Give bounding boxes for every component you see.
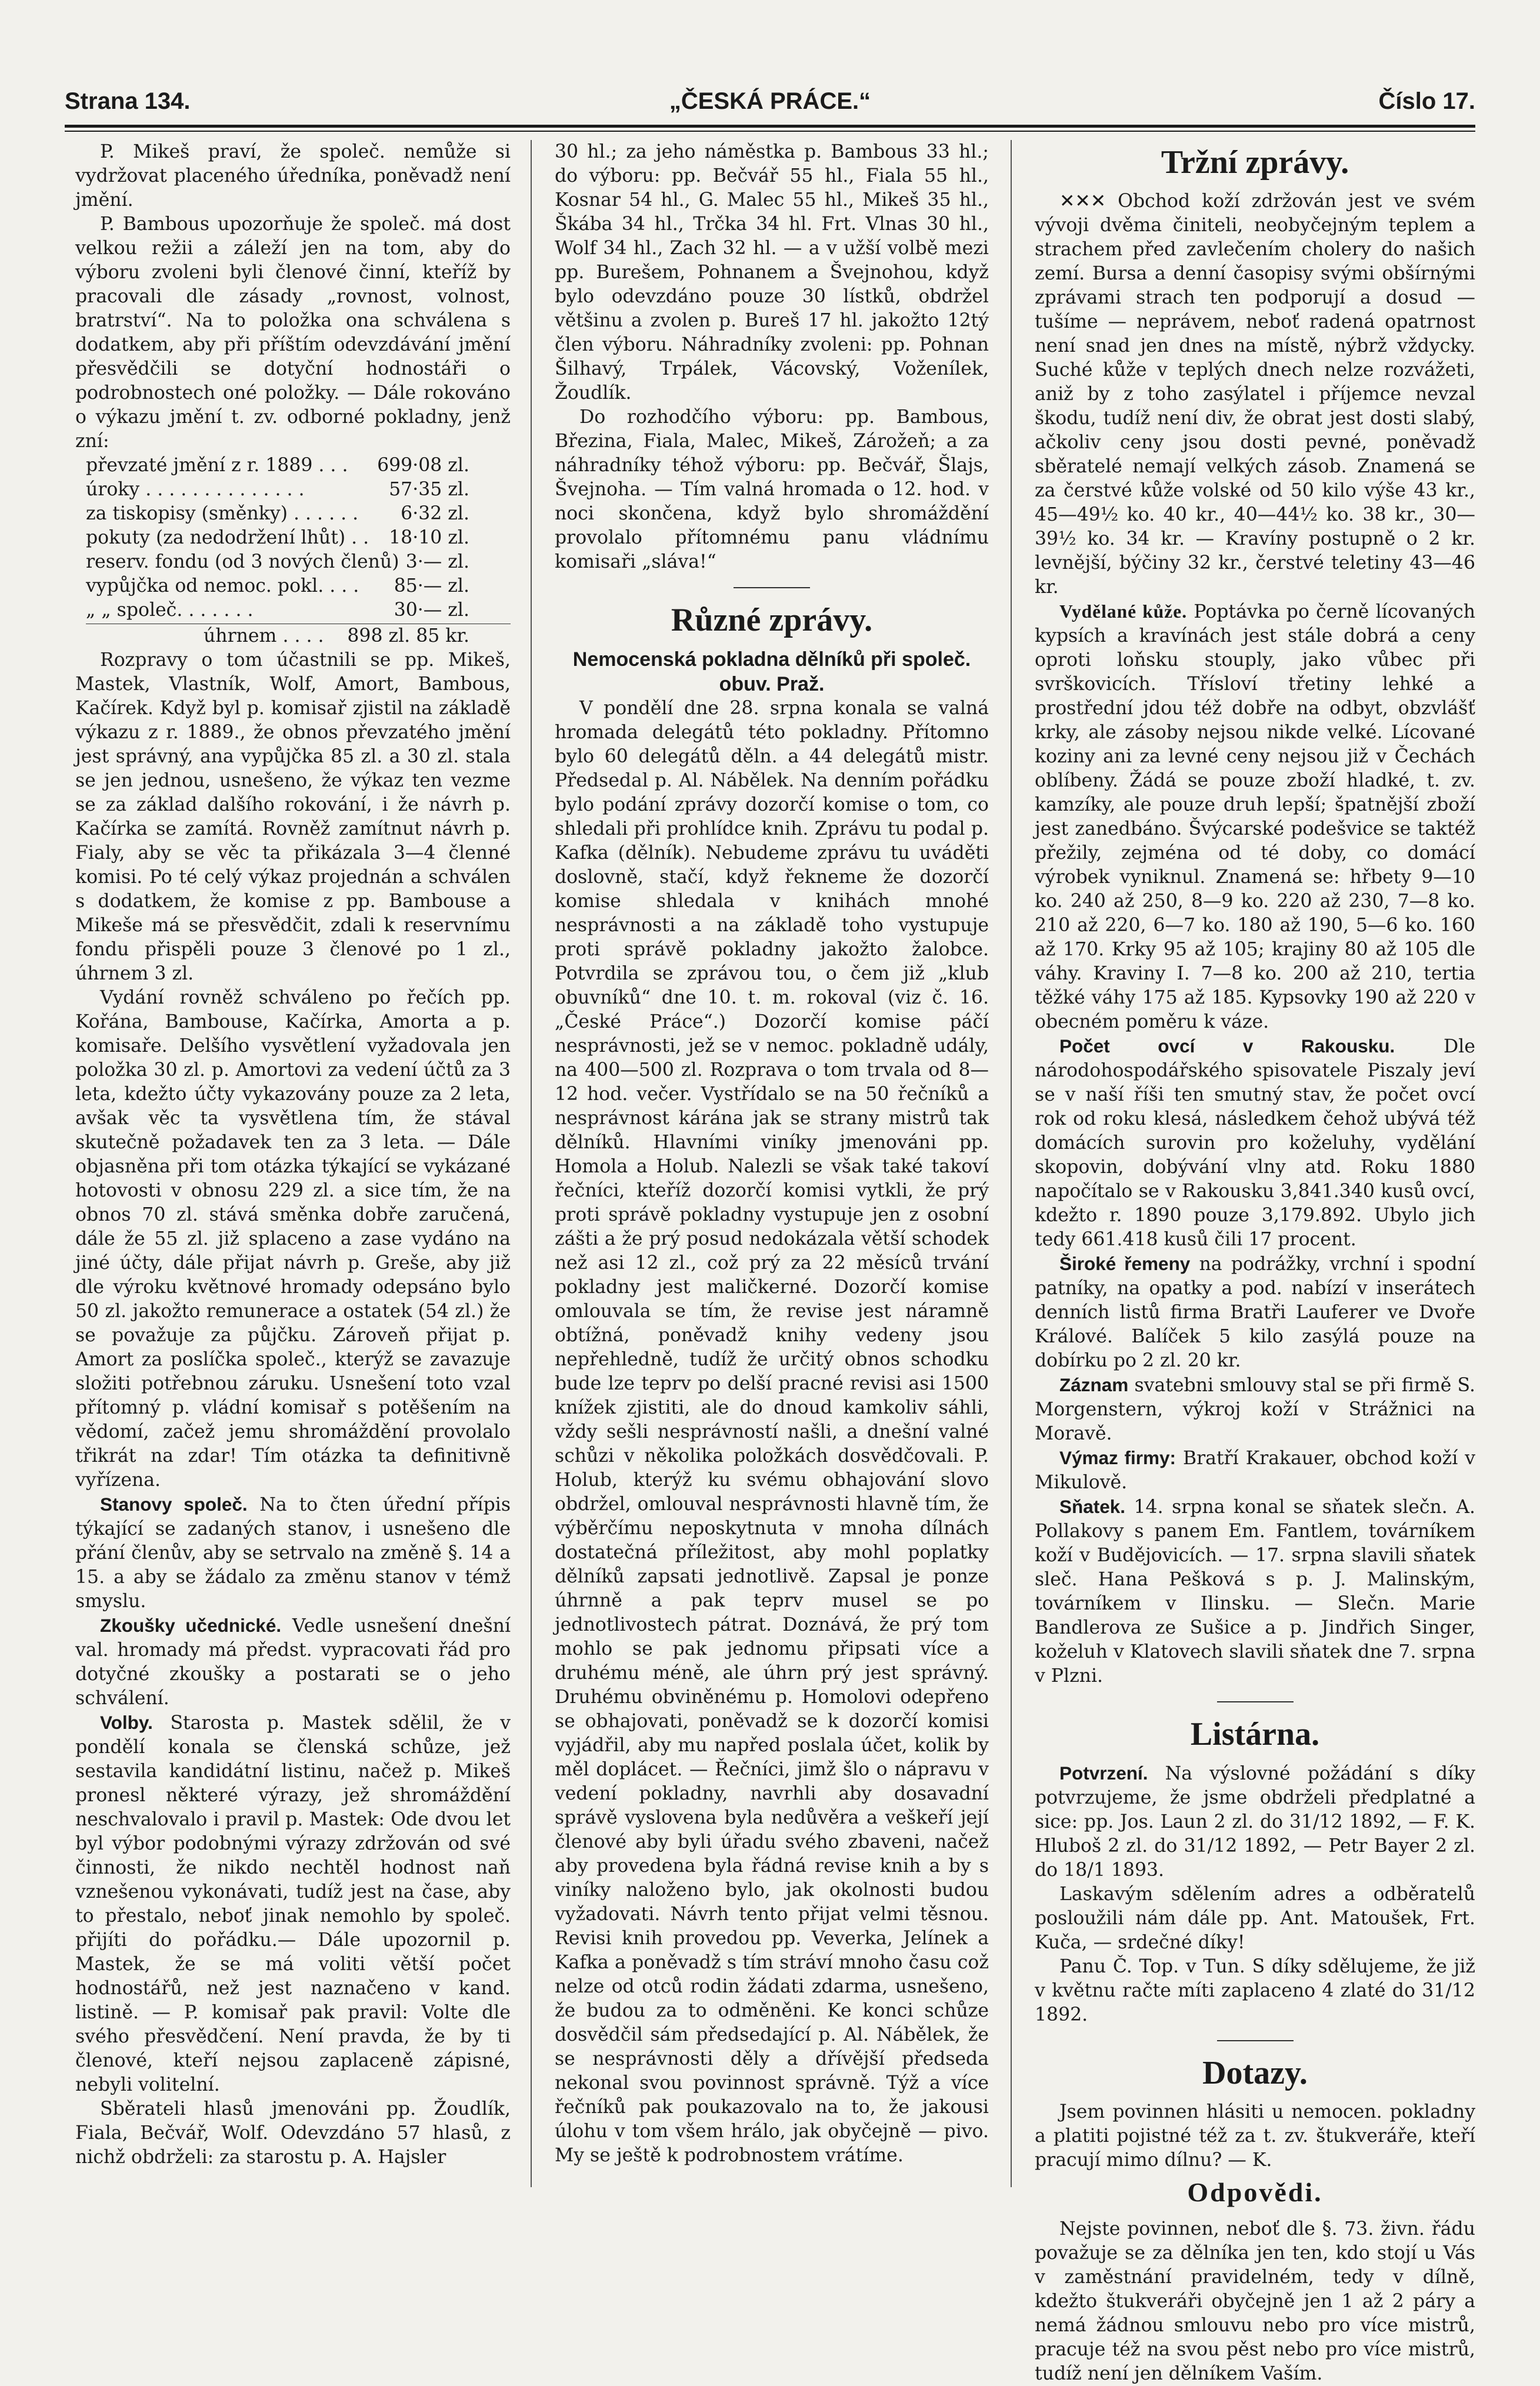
ledger-row — [86, 454, 511, 478]
ledger-total-label: úhrnem . . . . — [204, 625, 324, 647]
page-header — [65, 88, 1475, 124]
ledger-label: reserv. fondu (od 3 nových členů) — [86, 551, 399, 572]
paragraph: Laskavým sdělením adres a odběratelů posloužili nám dále pp. Ant. Matoušek, Frt. Kuča, — srdečné díky! — [1035, 1884, 1475, 1953]
paragraph-text: Vedle usnešení dnešní val. hromady má předst. vypracovati řád pro dotyčné zkoušky a postarati se o jeho schválení. — [75, 1615, 511, 1709]
paragraph-text: Poptávka po černě lícovaných kypsích a kravínách jest stále dobrá a ceny oproti loňsku stouply, jako vůbec při svrškovicích. Třísloví třetiny lehké a prostřední jdou též dobře na odbyt, obzvlášť krky, ale zásoby nejsou nikde velké. Lícované koziny ani za levné ceny nejsou již v Čechách oblíbeny. Žádá se pouze zboží hladké, t. zv. kamzíky, ale pouze druh lepší; špatnější zboží jest zanedbáno. Švýcarské podešvice se taktéž přežily, zejména od té doby, co domácí výrobek vyniknul. Znamená se: hřbety 9—10 ko. 240 až 250, 8—9 ko. 220 až 230, 7—8 ko. 210 až 220, 6—7 ko. 180 až 190, 5—6 ko. 160 až 170. Krky 95 až 105; krajiny 80 až 105 dle váhy. Kraviny I. 7—8 ko. 200 až 210, tertia těžké váhy 175 až 185. Kypsovky 190 až 220 v obecném poměru k váze. — [1035, 601, 1476, 1032]
subheading-siroke-remeny: Široké řemeny — [1059, 1253, 1191, 1274]
paragraph: P. Bambous upozorňuje že společ. má dost velkou režii a záleží jen na tom, aby do výboru zvoleni byli členové činní, kteříž by pracovali dle zásady „rovnost, volnost, bratrství“. Na to položka ona schválena s dodatkem, aby při příštím odevzdávání jmění přesvědčili se dotyční hodnostáři o podrobnostech oné položky. — Dále rokováno o výkazu jmění t. zv. odborné pokladny, jenž zní: — [75, 214, 511, 452]
subheading-zkousky: Zkoušky učednické. — [100, 1615, 282, 1636]
ledger-row — [86, 598, 511, 622]
ledger-total-value: 898 zl. 85 kr. — [347, 625, 469, 647]
column-3 — [1035, 140, 1476, 2384]
subheading-vydelane-kuze: Vydělané kůže. — [1059, 601, 1188, 622]
ledger-value: 85·— zl. — [394, 575, 469, 596]
ledger-value: 30·— zl. — [394, 599, 469, 621]
ledger-value: 3·— zl. — [405, 551, 469, 572]
column-1 — [75, 140, 511, 2191]
column-separator — [531, 140, 532, 2187]
subheading-vymaz-firmy: Výmaz firmy: — [1059, 1447, 1176, 1468]
issue-number: Číslo 17. — [1378, 88, 1475, 114]
paragraph — [75, 1492, 511, 1614]
ledger-value: 57·35 zl. — [389, 479, 469, 500]
ledger-value: 6·32 zl. — [401, 503, 469, 524]
paragraph-text: na podrážky, vrchní i spodní patníky, na opatky a pod. nabízí v inserátech denních listů firma Bratři Lauferer ve Dvoře Králové. Balíček 5 kilo zasýlá pouze na dobírku po 2 zl. 20 kr. — [1035, 1254, 1475, 1371]
ledger-label: vypůjčka od nemoc. pokl. . . . — [86, 575, 359, 596]
subheading-potvrzeni: Potvrzení. — [1059, 1762, 1148, 1784]
paragraph: Rozpravy o tom účastnili se pp. Mikeš, Mastek, Vlastník, Wolf, Amort, Bambous, Kačírek. Když byl p. komisař zjistil na základě výkazu z r. 1889., že obnos převzatého jmění jest správný, ana vypůjčka 85 zl. a 30 zl. stala se jen jednou, usnešeno, že výkaz ten vezme se za základ dalšího rokování, i že návrh p. Kačírka se zamítá. Rovněž zamítnut návrh p. Fialy, aby se věc ta přikázala 3—4 členné komisi. Po té celý výkaz projednán a schválen s dodatkem, že komise z pp. Bambouse a Mikeše má se přesvědčit, zdali k reservnímu fondu přispěli pouze 3 členové po 1 zl., úhrnem 3 zl. — [75, 649, 511, 984]
paragraph: Jsem povinnen hlásiti u nemocen. pokladny a platiti pojistné též za t. zv. štukveráře, kteří pracují mimo dílnu? — K. — [1035, 2101, 1475, 2171]
ledger-label: úroky . . . . . . . . . . . . . . — [86, 479, 305, 500]
paragraph — [1035, 1446, 1475, 1495]
ledger-row — [86, 502, 511, 526]
ledger-row — [86, 550, 511, 574]
ledger-label: převzaté jmění z r. 1889 . . . — [86, 455, 348, 476]
paragraph: Sběrateli hlasů jmenováni pp. Žoudlík, Fiala, Bečvář, Wolf. Odevzdáno 57 hlasů, z nichž obdrželi: za starostu p. A. Hajsler — [75, 2098, 511, 2168]
header-rule — [65, 125, 1475, 128]
paragraph — [1035, 599, 1475, 1034]
paragraph — [1035, 1495, 1475, 1688]
section-divider — [1217, 2040, 1294, 2041]
paragraph-text: 14. srpna konal se sňatek slečn. A. Pollakovy s panem Em. Fantlem, továrníkem koží v Budějovicích. — 17. srpna slavili sňatek sleč. Hana Pešková s p. J. Malinským, továrníkem v Ilinsku. — Slečn. Marie Bandlerova ze Sušice a p. Jindřich Singer, koželuh v Klatovech slavili sňatek dne 7. srpna v Plzni. — [1035, 1497, 1475, 1687]
subheading-pocet-ovci: Počet ovcí v Rakousku. — [1059, 1035, 1395, 1057]
article-headline: Nemocenská pokladna dělníků při společ. obuv. Praž. — [572, 648, 971, 695]
paragraph: P. Mikeš praví, že společ. nemůže si vydržovat placeného úředníka, poněvadž není jmění. — [75, 141, 511, 211]
header-rule-thin — [65, 131, 1475, 132]
section-title-odpovedi: Odpovědi. — [1187, 2177, 1323, 2207]
section-title-ruzne-zpravy: Různé zprávy. — [671, 602, 873, 638]
paragraph: 30 hl.; za jeho náměstka p. Bambous 33 hl.; do výboru: pp. Bečvář 55 hl., Fiala 55 hl., Kosnar 54 hl., G. Malec 55 hl., Mikeš 35 hl., Škába 34 hl., Trčka 34 hl. Frt. Vlnas 30 hl., Wolf 34 hl., Zach 32 hl. — a v užší volbě mezi pp. Burešem, Pohnanem a Švejnohou, když bylo odevzdáno pouze 30 lístků, obdržel většinu a zvolen p. Bureš 17 hl. jakožto 12tý člen výboru. Náhradníky zvoleni: pp. Pohnan Šilhavý, Trpálek, Vácovský, Voženílek, Žoudlík. — [555, 141, 989, 404]
ledger-label: za tiskopisy (směnky) . . . . . . — [86, 503, 359, 524]
newspaper-title: „ČESKÁ PRÁCE.“ — [669, 88, 871, 114]
ledger-total — [86, 624, 511, 648]
paragraph — [75, 1614, 511, 1711]
section-title-dotazy: Dotazy. — [1202, 2055, 1308, 2091]
column-separator — [1011, 140, 1012, 2187]
section-divider — [1217, 1701, 1294, 1702]
paragraph — [1035, 1034, 1475, 1252]
section-title-listarna: Listárna. — [1190, 1716, 1320, 1752]
paragraph: Nejste povinnen, neboť dle §. 73. živn. řádu považuje se za dělníka jen ten, kdo stojí u Vás v zaměstnání pravidelném, tedy v dílně, kdežto štukveráři obyčejně jen 1 až 2 páry a nemá žádnou smlouvu nebo pro více mistrů, pracuje též na svou pěst nebo pro více mistrů, tudíž není jen dělníkem Vaším. — [1035, 2218, 1475, 2384]
section-title-trzni-zpravy: Tržní zprávy. — [1161, 144, 1349, 181]
ledger-value: 699·08 zl. — [377, 455, 469, 476]
paragraph — [75, 1711, 511, 2097]
paragraph-text: svatebni smlouvy stal se při firmě S. Morgenstern, výkroj koží v Strážnici na Moravě. — [1035, 1375, 1475, 1444]
page-number: Strana 134. — [65, 88, 191, 114]
ledger-label: „ „ společ. . . . . . . — [86, 599, 254, 621]
paragraph: ✕✕✕ Obchod koží zdržován jest ve svém vývoji dvěma činiteli, neobyčejným teplem a strachem před zavlečením cholery do našich zemí. Bursa a denní časopisy svými obšírnými zprávami strach ten podporují a dosud — tušíme — neprávem, neboť radená opatrnost není snad jen dnes na místě, nýbrž vždycky. Suché kůže v teplých dnech nelze rozvážeti, aniž by z toho zasýlatel i příjemce nevzal škodu, tudíž není div, že obrat jest dosti slabý, ačkoliv ceny jsou dosti pevné, poněvadž sběratelé nemají velkých zásob. Znamená se za čerstvé kůže volské od 50 kilo výše 43 kr., 45—49½ ko. 40 kr., 40—44½ ko. 38 kr., 30—39½ ko. 34 kr. — Kravíny postupně o 2 kr. levnější, býčiny 32 kr., čerstvé teletiny 43—46 kr. — [1035, 191, 1475, 598]
section-divider — [734, 587, 810, 588]
paragraph — [1035, 1761, 1475, 1882]
subheading-stanovy: Stanovy společ. — [100, 1494, 248, 1515]
paragraph — [1035, 1373, 1475, 1446]
paragraph-text: Dle národohospodářského spisovatele Piszaly jeví se v naší říši ten smutný stav, že počet ovcí rok od roku klesá, následkem čehož ubývá též domácích surovin pro koželuhy, vydělání skopovin, dobývání vlny atd. Roku 1880 napočítalo se v Rakousku 3,841.340 kusů ovcí, kdežto r. 1890 pouze 3,179.892. Ubylo jich tedy 661.418 kusů čili 17 procent. — [1035, 1036, 1475, 1250]
ledger-value: 18·10 zl. — [389, 527, 469, 548]
paragraph-text: Starosta p. Mastek sdělil, že v pondělí konala se členská schůze, jež sestavila kandidátní listinu, načež p. Mikeš pronesl některé výrazy, jež shromáždění neschvalovalo i pravil p. Mastek: Ode dvou let byl výbor podobnými výrazy zdržován od své činnosti, že nikdo nechtěl hodnost naň vznešenou vykonávati, tudíž jest na čase, aby to přestalo, neboť jinak nemohlo by společ. přijíti do pořádku.— Dále upozornil p. Mastek, že se má voliti větší počet hodnostářů, než jest naznačeno v kand. listině. — P. komisař pak pravil: Volte dle svého přesvědčení. Není pravda, že by ti členové, kteří nejsou zaplaceně zápisné, nebyli volitelní. — [75, 1712, 511, 2095]
paragraph-text: Bratří Krakauer, obchod koží v Mikulově. — [1035, 1448, 1476, 1493]
paragraph: V pondělí dne 28. srpna konala se valná hromada delegátů této pokladny. Přítomno bylo 60 delegátů děln. a 44 delegátů mistr. Předsedal p. Al. Nábělek. Na denním pořádku bylo podání zprávy dozorčí komise o tom, co shledali při prohlídce knih. Zprávu tu podal p. Kafka (dělník). Nebudeme zprávu tu uváděti doslovně, stačí, když řekneme že dozorčí komise shledala v knihách mnohé nesprávnosti a na základě toho vystupuje proti správě pokladny jakožto žalobce. Potvrdila se zprávou tou, o čem již „klub obuvníků“ dne 10. t. m. rokoval (viz č. 16. „České Práce“.) Dozorčí komise páčí nesprávnosti, jež se v nemoc. pokladně udály, na 400—500 zl. Rozprava o tom trvala od 8—12 hod. večer. Vystřídalo se na 50 řečníků a nesprávnost kárána jak se strany mistrů tak dělníků. Hlavními viníky jmenováni pp. Homola a Holub. Nalezli se však také takoví řečníci, kteříž dozorčí komisi vytkli, že prý proti správě pokladny vystupuje jen z osobní zášti a že prý posud nedokázala větší schodek než asi 12 zl., což prý za 22 měsíců trvání pokladny jest maličkerné. Dozorčí komise omlouvala se tím, že revise jest náramně obtížná, poněvadž knihy vedeny jsou nepřehledně, tudíž že určitý obnos schodku bude lze teprv po delší pracné revisi asi 1500 knížek zjistiti, ale do dnoud kamkoliv sáhli, vždy sešli nesprávností našli, a dnešní valné schůzi v několika položkách dosvědčovali. P. Holub, kterýž ku svému obhajování slovo obdržel, omlouval nesprávnosti hlavně tím, že výběrčímu neposkytnuta v mnoha dílnách dostatečná příležitost, aby mohl poplatky dělníků zapsati jednotlivě. Zapsal je ponze úhrnně a pak teprv musel se po jednotlivostech pátrat. Doznává, že prý tom mohlo se pak jednomu připsati více a druhému méně, ale úhrn prý jest správný. Druhému obviněnému p. Homolovi odepřeno se obhajovati, poněvadž se k dozorčí komisi vyjádřil, aby mu napřed poslala účet, kolik by měl doplácet. — Řečníci, jimž šlo o nápravu v vedení pokladny, navrhli aby dosavadní správě vyslovena byla nedůvěra a veškeří její členové aby byli úřadu svého zbaveni, načež aby provedena byla řádná revise knih a by s viníky naloženo bylo, jak okolnosti budou vyžadovati. Návrh tento přijat velmi těsnou. Revisi knih provedou pp. Veverka, Jelínek a Kafka a poněvadž s tím stráví mnoho času což nelze od otců rodin žádati zdarma, usnešeno, že budou za to odměněni. Ke konci schůze dosvědčil sám předsedající p. Al. Nábělek, že se nesprávnosti děly a dřívější předseda nekonal svou povinnost správně. Týž a více řečníků pak poukazovalo na to, že jakousi úlohu v tom všem hrálo, jak obyčejně — pivo. My se ještě k podrobnostem vrátíme. — [555, 698, 989, 2166]
paragraph-text: Na výslovné požádání s díky potvrzujeme, že jsme obdrželi předplatné a sice: pp. Jos. Laun 2 zl. do 31/12 1892, — F. K. Hluboš 2 zl. do 31/12 1892, — Petr Bayer 2 zl. do 18/1 1893. — [1035, 1763, 1476, 1881]
ledger-row — [86, 526, 511, 550]
ledger-row — [86, 574, 511, 598]
paragraph: Panu Č. Top. v Tun. S díky sdělujeme, že již v květnu račte míti zaplaceno 4 zlaté do 31/12 1892. — [1035, 1956, 1475, 2025]
ledger-table — [75, 454, 511, 648]
paragraph: Vydání rovněž schváleno po řečích pp. Kořána, Bambouse, Kačírka, Amorta a p. komisaře. Delšího vysvětlení vyžadovala jen položka 30 zl. p. Amortovi za vedení účtů za 3 leta, kdežto účty vykazovány pouze za 2 leta, avšak věc ta vysvětlena tím, že stával skutečně požadavek ten za 3 leta. — Dále objasněna při tom otázka týkající se vykázané hotovosti v obnosu 229 zl. a sice tím, že na obnos 70 zl. stává směnka dobře zaručená, dále že 55 zl. již splaceno a zase vydáno na jiné účty, dále přijat návrh p. Greše, aby již dle výroku květnové hromady odepsáno bylo 50 zl. jakožto remunerace a ostatek (54 zl.) že se považuje za půjčku. Zároveň přijat p. Amort za poslíčka společ., kterýž se zavazuje složiti potřebnou záruku. Usnešení toto vzal přítomný p. vládní komisař s potěšením na vědomí, začež jemu shromáždění provolalo třikrát na zdar! Tím otázka ta definitivně vyřízena. — [75, 987, 511, 1491]
paragraph — [1035, 1252, 1475, 1373]
subheading-snatek: Sňatek. — [1059, 1496, 1126, 1517]
subheading-volby: Volby. — [100, 1712, 153, 1733]
subheading-zaznam: Záznam — [1059, 1374, 1129, 1395]
column-2 — [555, 140, 989, 2191]
paragraph-text: Na to čten úřední přípis týkající se zadaných stanov, i usnešeno dle přání členův, aby se setrvalo na změně §. 14 a 15. a aby se žádalo za změnu stanov v témž smyslu. — [75, 1494, 511, 1612]
ledger-row — [86, 478, 511, 502]
ledger-label: pokuty (za nedodržení lhůt) . . — [86, 527, 369, 548]
paragraph: Do rozhodčího výboru: pp. Bambous, Březina, Fiala, Malec, Mikeš, Zárožeň; a za náhradníky téhož výboru: pp. Bečvář, Šlajs, Švejnoha. — Tím valná hromada o 12. hod. v noci skončena, když bylo shromáždění provolalo přítomnému panu vládnímu komisaři „sláva!“ — [555, 406, 989, 572]
